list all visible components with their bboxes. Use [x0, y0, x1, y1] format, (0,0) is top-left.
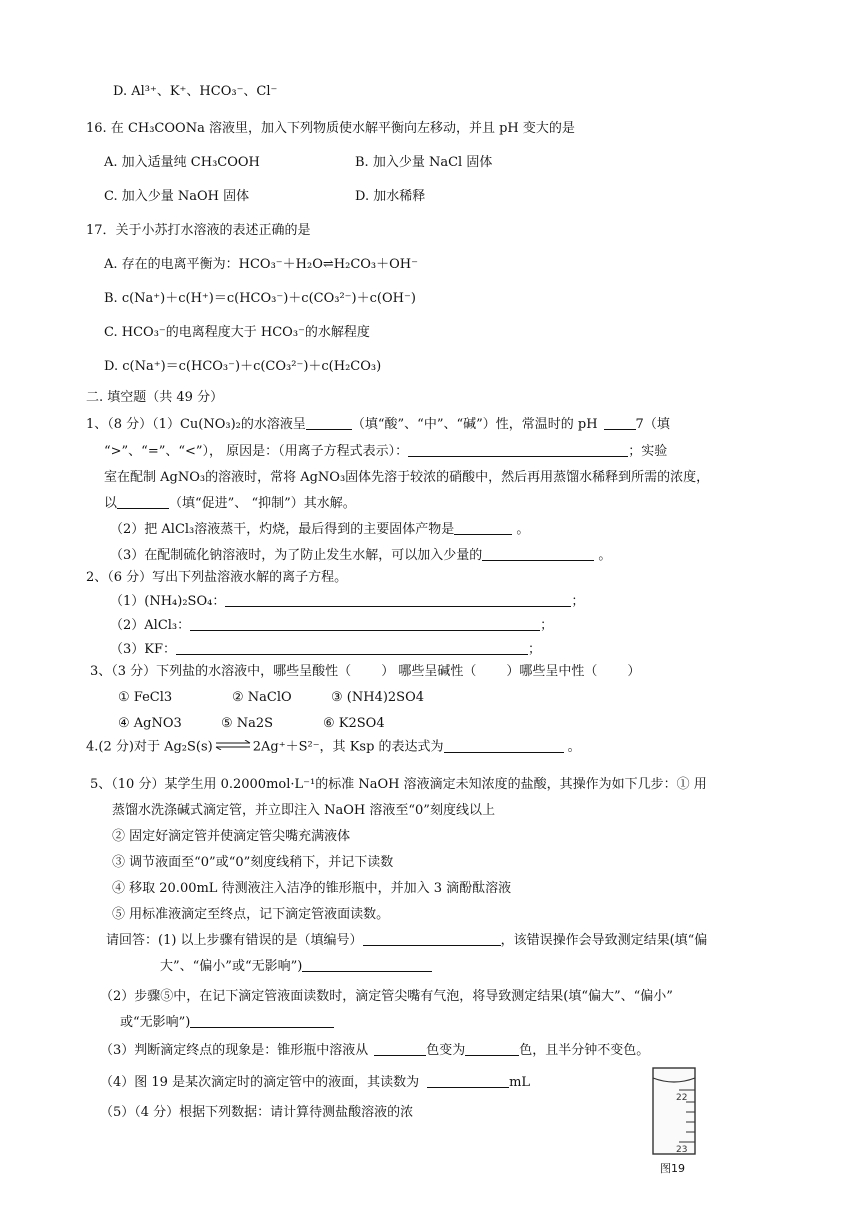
f1-line2-text-a: “>”、“=”、“<”）， 原因是：（用离子方程式表示）： — [104, 444, 409, 459]
f1-line4 — [104, 495, 356, 513]
f5-line2: 蒸馏水洗涤碱式滴定管，并立即注入 NaOH 溶液至“0”刻度线以上 — [112, 803, 495, 818]
burette-figure — [646, 1066, 702, 1176]
f5-q4-text-a: （4）图 19 是某次滴定时的滴定管中的液面，其读数为 — [100, 1075, 420, 1090]
f5-q2: （2）步骤⑤中，在记下滴定管液面读数时，滴定管尖嘴有气泡，将导致测定结果(填“偏大”、“偏小” — [100, 989, 673, 1004]
q17-stem: 17．关于小苏打水溶液的表述正确的是 — [86, 223, 311, 238]
f3-stem-b: ） 哪些呈碱性（ — [381, 664, 477, 679]
f1-blank-additive[interactable] — [482, 547, 594, 561]
f4-text-b: 2Ag⁺＋S²⁻，其 Ksp 的表达式为 — [252, 739, 444, 755]
f1-blank-product[interactable] — [454, 521, 512, 535]
f5-q3-text-a: （3）判断滴定终点的现象是：锥形瓶中溶液从 — [100, 1043, 369, 1058]
f2-stem: 2、（6 分）写出下列盐溶液水解的离子方程。 — [86, 570, 348, 585]
f1-blank-acidity[interactable] — [306, 416, 352, 430]
q16-stem: 16. 在 CH₃COONa 溶液里，加入下列物质使水解平衡向左移动，并且 pH 变大的是 — [86, 121, 575, 136]
f1-line3: 室在配制 AgNO₃的溶液时，常将 AgNO₃固体先溶于较浓的硝酸中，然后再用蒸馏水稀释到所需的浓度， — [104, 470, 710, 485]
f5-q1-text-a: 请回答：(1) 以上步骤有错误的是（填编号） — [106, 933, 363, 948]
f1-line4-text-a: 以 — [104, 496, 118, 511]
q15-option-d: D. Al³⁺、K⁺、HCO₃⁻、Cl⁻ — [113, 84, 278, 99]
f3-stem-c: ）哪些呈中性（ — [506, 664, 598, 679]
q17-option-c: C. HCO₃⁻的电离程度大于 HCO₃⁻的水解程度 — [104, 325, 370, 340]
f5-q1 — [106, 932, 707, 950]
f5-q4-text-b: mL — [509, 1075, 531, 1090]
f5-blank-effect-2[interactable] — [190, 1014, 334, 1028]
q17-option-d: D. c(Na⁺)＝c(HCO₃⁻)＋c(CO₃²⁻)＋c(H₂CO₃) — [104, 359, 382, 374]
f5-blank-reading[interactable] — [427, 1074, 509, 1088]
f1-line2 — [104, 443, 667, 461]
f5-q1-cont — [160, 958, 432, 976]
f1-line6 — [110, 547, 611, 565]
f1-line5-text-a: （2）把 AlCl₃溶液蒸干，灼烧，最后得到的主要固体产物是 — [110, 522, 455, 537]
burette-tick-22: 22 — [676, 1093, 688, 1103]
burette-tick-23: 23 — [676, 1145, 688, 1155]
f4-line — [86, 738, 581, 757]
f5-blank-color-from[interactable] — [374, 1042, 426, 1056]
f2-item3-end: ； — [528, 642, 542, 657]
f5-q1-text-c: 大”、“偏小”或“无影响”) — [160, 959, 303, 974]
f5-blank-effect-1[interactable] — [302, 958, 432, 972]
f5-q3 — [100, 1042, 649, 1060]
f1-blank-effect[interactable] — [117, 495, 169, 509]
f4-text-a: 4.(2 分)对于 Ag₂S(s) — [86, 739, 213, 755]
q16-option-c: C. 加入少量 NaOH 固体 — [104, 189, 250, 204]
f5-step3: ③ 调节液面至“0”或“0”刻度线稍下，并记下读数 — [112, 855, 394, 870]
q16-option-b: B. 加入少量 NaCl 固体 — [355, 155, 493, 170]
f1-line5 — [110, 521, 529, 539]
f5-q3-text-b: 色变为 — [426, 1043, 466, 1058]
f2-item3 — [110, 641, 541, 659]
f5-blank-wrong-step[interactable] — [363, 932, 501, 946]
f5-line1: 5、（10 分）某学生用 0.2000mol·L⁻¹的标准 NaOH 溶液滴定未知浓度的盐酸，其操作为如下几步：① 用 — [90, 777, 707, 792]
f2-blank-1[interactable] — [225, 593, 571, 607]
f5-q1-text-b: ，该错误操作会导致测定结果(填“偏 — [500, 933, 708, 948]
f3-salt-5: ⑤ Na2S — [221, 716, 274, 731]
f5-step5: ⑤ 用标准液滴定至终点，记下滴定管液面读数。 — [112, 907, 390, 922]
f2-item1-end: ； — [571, 594, 585, 609]
f2-item3-label: （3）KF： — [110, 642, 177, 657]
f1-line5-text-b: 。 — [512, 522, 530, 537]
f1-line1 — [86, 416, 670, 434]
f2-item2 — [110, 617, 553, 635]
f3-salt-6: ⑥ K2SO4 — [323, 716, 385, 731]
f3-salt-1: ① FeCl3 — [118, 690, 173, 705]
f1-blank-ph[interactable] — [604, 416, 636, 430]
f1-line1-text-b: （填“酸”、“中”、“碱”）性，常温时的 pH — [351, 417, 598, 432]
f4-blank-ksp[interactable] — [444, 739, 564, 753]
f5-q2-cont — [120, 1014, 334, 1032]
f4-text-c: 。 — [563, 739, 581, 755]
f5-step2: ② 固定好滴定管并使滴定管尖嘴充满液体 — [112, 829, 351, 844]
f3-stem — [90, 663, 640, 681]
f2-item1 — [110, 593, 584, 611]
q17-option-a: A. 存在的电离平衡为：HCO₃⁻＋H₂O⇌H₂CO₃＋OH⁻ — [104, 257, 418, 272]
f3-salt-3: ③ (NH4)2SO4 — [331, 690, 425, 705]
f3-stem-d: ） — [627, 664, 641, 679]
q17-option-b: B. c(Na⁺)＋c(H⁺)＝c(HCO₃⁻)＋c(CO₃²⁻)＋c(OH⁻) — [104, 291, 416, 306]
f5-q2-text-b: 或“无影响”) — [120, 1015, 191, 1030]
f5-q4 — [100, 1074, 530, 1092]
f2-item1-label: （1）(NH₄)₂SO₄： — [110, 594, 226, 609]
f3-salt-4: ④ AgNO3 — [118, 716, 182, 731]
q16-option-d: D. 加水稀释 — [355, 189, 426, 204]
f2-item2-label: （2）AlCl₃： — [110, 618, 191, 633]
f5-q5: （5）（4 分）根据下列数据：请计算待测盐酸溶液的浓 — [100, 1105, 414, 1120]
f1-line6-text-a: （3）在配制硫化钠溶液时，为了防止发生水解，可以加入少量的 — [110, 548, 483, 563]
f1-line1-text-c: 7（填 — [635, 417, 670, 432]
burette-icon — [646, 1066, 702, 1162]
figure-caption: 图19 — [660, 1162, 685, 1175]
f5-blank-color-to[interactable] — [465, 1042, 519, 1056]
f1-blank-equation[interactable] — [408, 443, 628, 457]
q16-option-a: A. 加入适量纯 CH₃COOH — [104, 155, 260, 170]
equilibrium-arrow-icon — [215, 738, 251, 756]
f5-step4: ④ 移取 20.00mL 待测液注入洁净的锥形瓶中，并加入 3 滴酚酞溶液 — [112, 881, 512, 896]
f3-stem-a: 3、（3 分）下列盐的水溶液中，哪些呈酸性（ — [90, 664, 352, 679]
f2-blank-3[interactable] — [176, 641, 528, 655]
f1-line1-text-a: 1、（8 分）（1）Cu(NO₃)₂的水溶液呈 — [86, 417, 306, 432]
f1-line6-text-b: 。 — [594, 548, 612, 563]
f3-salt-2: ② NaClO — [232, 690, 292, 705]
f1-line2-text-b: ；实验 — [628, 444, 668, 459]
section-heading: 二. 填空题（共 49 分） — [86, 390, 224, 405]
f5-q3-text-c: 色，且半分钟不变色。 — [519, 1043, 650, 1058]
f2-blank-2[interactable] — [190, 617, 540, 631]
f1-line4-text-b: （填“促进”、 “抑制”）其水解。 — [169, 496, 356, 511]
f2-item2-end: ； — [540, 618, 554, 633]
